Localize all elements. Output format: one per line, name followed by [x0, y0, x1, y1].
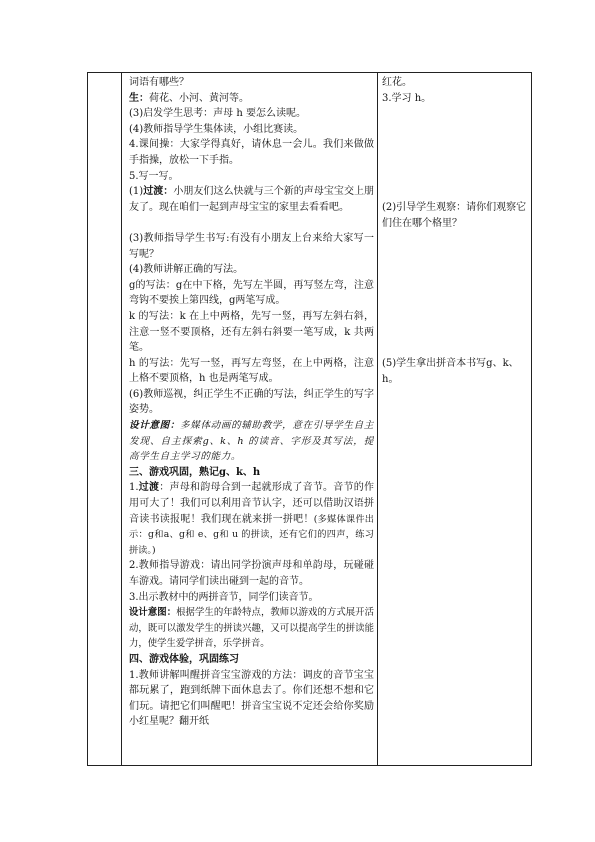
student-activity-cell	[382, 73, 530, 765]
section-heading-4: 四、游戏体验，巩固练习	[129, 653, 239, 665]
section-heading-3: 三、游戏巩固，熟记g、k、h	[129, 466, 261, 478]
teacher-activity-cell	[129, 75, 374, 765]
text-paragraph	[129, 184, 374, 215]
transition-text: ：声母和韵母合到一起就形成了音节。音节的作用可大了！我们可以利用音节认字，还可以借助汉语拼音读书读报呢！我们现在就来拼一拼吧！	[129, 482, 374, 525]
text-paragraph: g的写法：g在中下格，先写左半圆，再写竖左弯，注意弯钩不要挨上第四线，g两笔写成。	[129, 279, 374, 307]
text-paragraph: (3)教师指导学生书写:有没有小朋友上台来给大家写一写呢？	[129, 232, 374, 260]
text-line: 3.学习 h。	[382, 93, 432, 104]
multimedia-note: (多媒体课件出示：g和a、g和 e、g和 u 的拼读，还有它们的四声，练习拼读。)	[129, 513, 374, 556]
design-intent-text: 根据学生的年龄特点，教师以游戏的方式展开活动，既可以激发学生的拼读兴趣，又可以提高学生的拼读能力，使学生爱学拼音，乐学拼音。	[129, 607, 374, 650]
transition-label: 过渡：	[143, 186, 174, 198]
design-intent-label: 设计意图：	[129, 607, 177, 619]
design-intent-label: 设计意图：	[129, 420, 181, 432]
text-paragraph: h 的写法：先写一竖，再写左弯竖，在上中两格，注意上格不要顶格，h 也是两笔写成。	[129, 357, 374, 385]
transition-text: 小朋友们这么快就与三个新的声母宝宝交上朋友了。现在咱们一起到声母宝宝的家里去看看吧。	[129, 186, 374, 213]
text-line: 词语有哪些？	[129, 77, 189, 88]
text-line: (3)启发学生思考：声母 h 要怎么读呢。	[129, 108, 306, 120]
student-label: 生：	[129, 92, 149, 104]
text-line: (4)教师指导学生集体读，小组比赛读。	[129, 123, 304, 135]
text-paragraph: (5)学生拿出拼音本书写g、k、h。	[382, 358, 519, 385]
spacer	[129, 215, 374, 231]
text-paragraph	[129, 480, 374, 558]
text-paragraph: 1.教师讲解叫醒拼音宝宝游戏的方法：调皮的音节宝宝都玩累了，跑到纸牌下面休息去了。你们还想不想和它们玩。请把它们叫醒吧！拼音宝宝说不定还会给你奖励小红星呢？翻开纸	[129, 669, 374, 728]
design-intent-1	[129, 418, 374, 465]
design-intent-2	[129, 605, 374, 652]
text-line: 5.写一写。	[129, 170, 179, 182]
text-line: 红花。	[382, 77, 412, 88]
text-paragraph: 4.课间操：大家学得真好，请休息一会儿。我们来做做手指操，放松一下手指。	[129, 139, 374, 166]
transition-label: 过渡	[138, 482, 160, 494]
text-line: (4)教师讲解正确的写法。	[129, 264, 244, 276]
lesson-plan-table	[87, 72, 532, 766]
item-number: (1)	[129, 186, 144, 198]
text-paragraph: 2.教师指导游戏：请出同学扮演声母和单韵母，玩碰碰车游戏。请同学们读出碰到一起的音节。	[129, 560, 374, 587]
column-divider-left	[121, 73, 122, 765]
item-number: 1.	[129, 482, 139, 494]
text-line: 3.出示教材中的两拼音节，同学们读音节。	[129, 591, 319, 603]
student-answer: 荷花、小河、黄河等。	[149, 92, 249, 104]
text-paragraph: k 的写法：k 在上中两格，先写一竖，再写左斜右斜，注意一竖不要顶格，还有左斜右斜要一笔写成，k 共两笔。	[129, 310, 374, 354]
column-divider-right	[377, 73, 378, 765]
text-paragraph: (6)教师巡视，纠正学生不正确的写法，纠正学生的写字姿势。	[129, 388, 374, 416]
design-intent-text: 多媒体动画的辅助教学，意在引导学生自主发现、自主探索g、k、h 的读音、字形及其写法，提高学生自主学习的能力。	[129, 420, 374, 463]
text-line	[129, 91, 374, 107]
text-paragraph: (2)引导学生观察：请你们观察它们住在哪个格里？	[382, 202, 527, 229]
